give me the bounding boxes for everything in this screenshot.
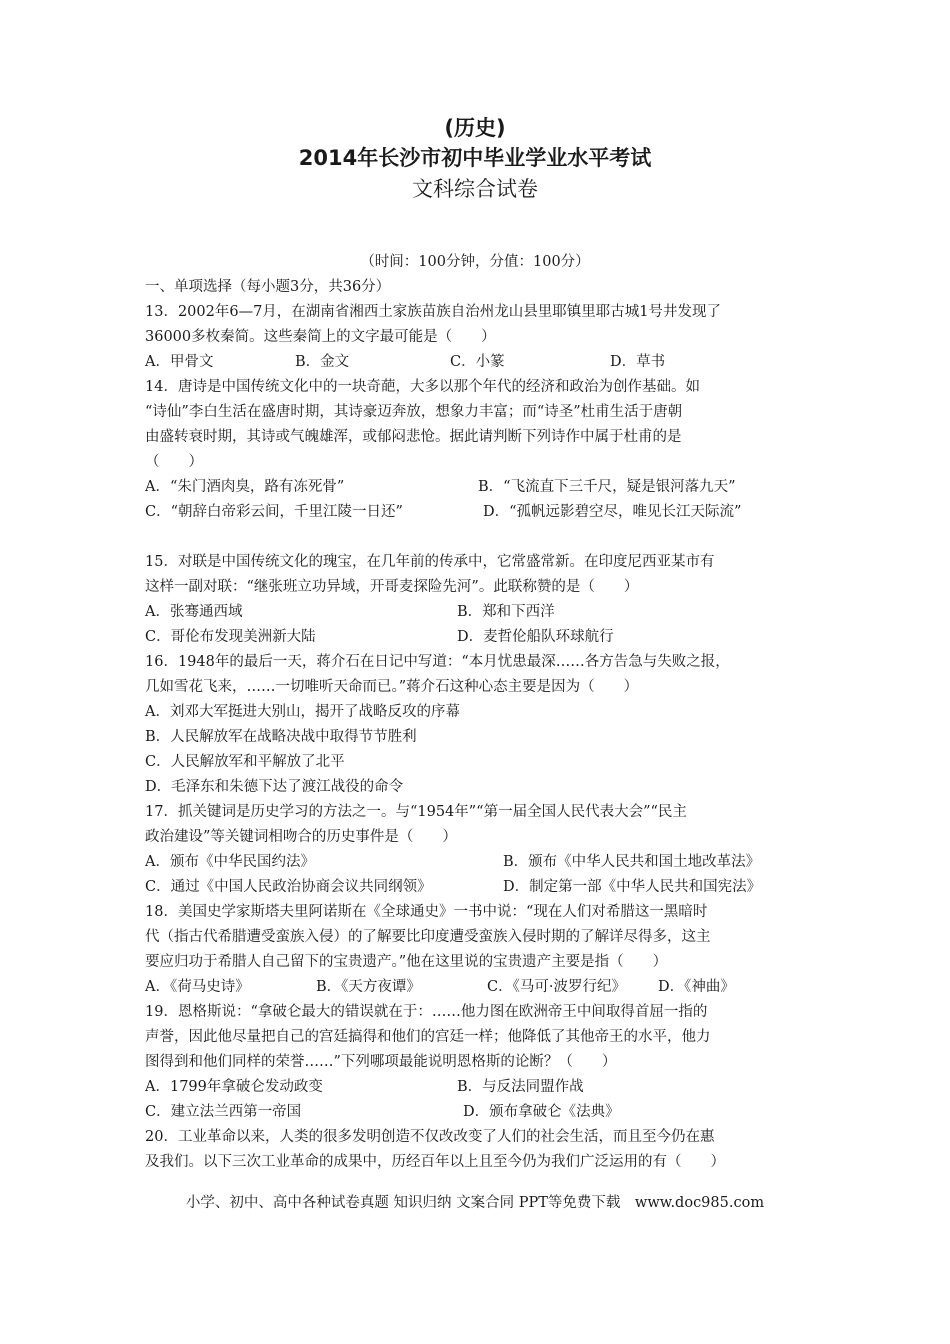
option-d: D．麦哲伦船队环球航行 <box>457 629 614 645</box>
question-line: （ ） <box>145 454 203 470</box>
question-line: 18．美国史学家斯塔夫里阿诺斯在《全球通史》一书中说：“现在人们对希腊这一黑暗时 <box>145 904 708 920</box>
option-c: C．小篆 <box>450 354 505 370</box>
question-line: 政治建设”等关键词相吻合的历史事件是（ ） <box>145 829 457 845</box>
question-line: 14．唐诗是中国传统文化中的一块奇葩，大多以那个年代的经济和政治为创作基础。如 <box>145 379 700 395</box>
question-line: 几如雪花飞来，……一切唯听天命而已。”蒋介石这种心态主要是因为（ ） <box>145 679 639 695</box>
section-heading: 一、单项选择（每小题3分，共36分） <box>145 279 391 295</box>
question-16 <box>145 650 815 800</box>
options-row <box>145 850 815 875</box>
question-line: 17．抓关键词是历史学习的方法之一。与“1954年”“第一届全国人民代表大会”“民主 <box>145 804 687 820</box>
exam-info: （时间：100分钟，分值：100分） <box>360 254 590 270</box>
option-c: C．建立法兰西第一帝国 <box>145 1104 302 1120</box>
option-c: C．哥伦布发现美洲新大陆 <box>145 629 316 645</box>
option-a: A．刘邓大军挺进大别山，揭开了战略反攻的序幕 <box>145 704 460 720</box>
question-17 <box>145 800 815 900</box>
question-20 <box>145 1125 815 1175</box>
option-a: A．颁布《中华民国约法》 <box>145 854 315 870</box>
question-line: 13．2002年6—7月，在湖南省湘西土家族苗族自治州龙山县里耶镇里耶古城1号井发现了 <box>145 304 722 320</box>
question-19 <box>145 1000 815 1125</box>
question-line: 这样一副对联：“继张班立功异域，开哥麦探险先河”。此联称赞的是（ ） <box>145 579 639 595</box>
option-d: D．草书 <box>610 354 666 370</box>
option-b: B．金文 <box>295 354 350 370</box>
options-row <box>145 1075 815 1100</box>
exam-title: 2014年长沙市初中毕业学业水平考试 <box>298 146 652 170</box>
question-line: 36000多枚秦简。这些秦简上的文字最可能是（ ） <box>145 329 496 345</box>
question-15 <box>145 550 815 650</box>
option-b: B．颁布《中华人民共和国土地改革法》 <box>503 854 761 870</box>
question-line: 由盛转衰时期，其诗或气魄雄浑，或郁闷悲怆。据此请判断下列诗作中属于杜甫的是 <box>145 429 682 445</box>
question-line: 16．1948年的最后一天，蒋介石在日记中写道：“本月忧患最深……各方告急与失败之报， <box>145 654 730 670</box>
options-row <box>145 500 815 525</box>
option-b: B．《天方夜谭》 <box>316 979 421 995</box>
option-a: A．《荷马史诗》 <box>145 979 250 995</box>
option-c: C．“朝辞白帝彩云间，千里江陵一日还” <box>145 504 403 520</box>
option-d: D．“孤帆远影碧空尽，唯见长江天际流” <box>483 504 742 520</box>
options-row <box>145 600 815 625</box>
footer-watermark: 小学、初中、高中各种试卷真题 知识归纳 文案合同 PPT等免费下载 www.doc985.com <box>185 1195 765 1211</box>
option-a: A．1799年拿破仑发动政变 <box>145 1079 323 1095</box>
question-line: 19．恩格斯说：“拿破仑最大的错误就在于：……他力图在欧洲帝王中间取得首屈一指的 <box>145 1004 708 1020</box>
option-d: D．颁布拿破仑《法典》 <box>463 1104 620 1120</box>
option-b: B．人民解放军在战略决战中取得节节胜利 <box>145 729 417 745</box>
question-18 <box>145 900 815 1000</box>
spacer <box>145 525 815 550</box>
question-line: 声誉，因此他尽量把自己的宫廷搞得和他们的宫廷一样；他降低了其他帝王的水平，他力 <box>145 1029 711 1045</box>
option-a: A．甲骨文 <box>145 354 214 370</box>
option-a: A．张骞通西域 <box>145 604 243 620</box>
option-b: B．“飞流直下三千尺，疑是银河落九天” <box>478 479 736 495</box>
question-line: 代（指古代希腊遭受蛮族入侵）的了解要比印度遭受蛮族入侵时期的了解详尽得多，这主 <box>145 929 711 945</box>
questions-body <box>145 275 815 1175</box>
question-line: 及我们。以下三次工业革命的成果中，历经百年以上且至今仍为我们广泛运用的有（ ） <box>145 1154 725 1170</box>
option-c: C．人民解放军和平解放了北平 <box>145 754 345 770</box>
question-13 <box>145 300 815 375</box>
option-c: C．通过《中国人民政治协商会议共同纲领》 <box>145 879 432 895</box>
options-row <box>145 875 815 900</box>
option-c: C．《马可·波罗行纪》 <box>487 979 626 995</box>
option-d: D．毛泽东和朱德下达了渡江战役的命令 <box>145 779 404 795</box>
question-line: 要应归功于希腊人自己留下的宝贵遗产。”他在这里说的宝贵遗产主要是指（ ） <box>145 954 668 970</box>
option-b: B．郑和下西洋 <box>457 604 555 620</box>
options-row <box>145 1100 815 1125</box>
options-row <box>145 350 815 375</box>
option-b: B．与反法同盟作战 <box>457 1079 584 1095</box>
option-a: A．“朱门酒肉臭，路有冻死骨” <box>145 479 345 495</box>
question-line: “诗仙”李白生活在盛唐时期，其诗豪迈奔放，想象力丰富；而“诗圣”杜甫生活于唐朝 <box>145 404 683 420</box>
subject-heading: (历史) <box>444 116 506 140</box>
question-line: 20．工业革命以来，人类的很多发明创造不仅改改变了人们的社会生活，而且至今仍在惠 <box>145 1129 715 1145</box>
options-row <box>145 975 815 1000</box>
question-line: 图得到和他们同样的荣誉……”下列哪项最能说明恩格斯的论断？（ ） <box>145 1054 617 1070</box>
option-d: D．《神曲》 <box>658 979 735 995</box>
exam-subtitle: 文科综合试卷 <box>412 177 538 201</box>
question-14 <box>145 375 815 525</box>
question-line: 15．对联是中国传统文化的瑰宝，在几年前的传承中，它常盛常新。在印度尼西亚某市有 <box>145 554 715 570</box>
options-row <box>145 475 815 500</box>
options-row <box>145 625 815 650</box>
option-d: D．制定第一部《中华人民共和国宪法》 <box>503 879 762 895</box>
